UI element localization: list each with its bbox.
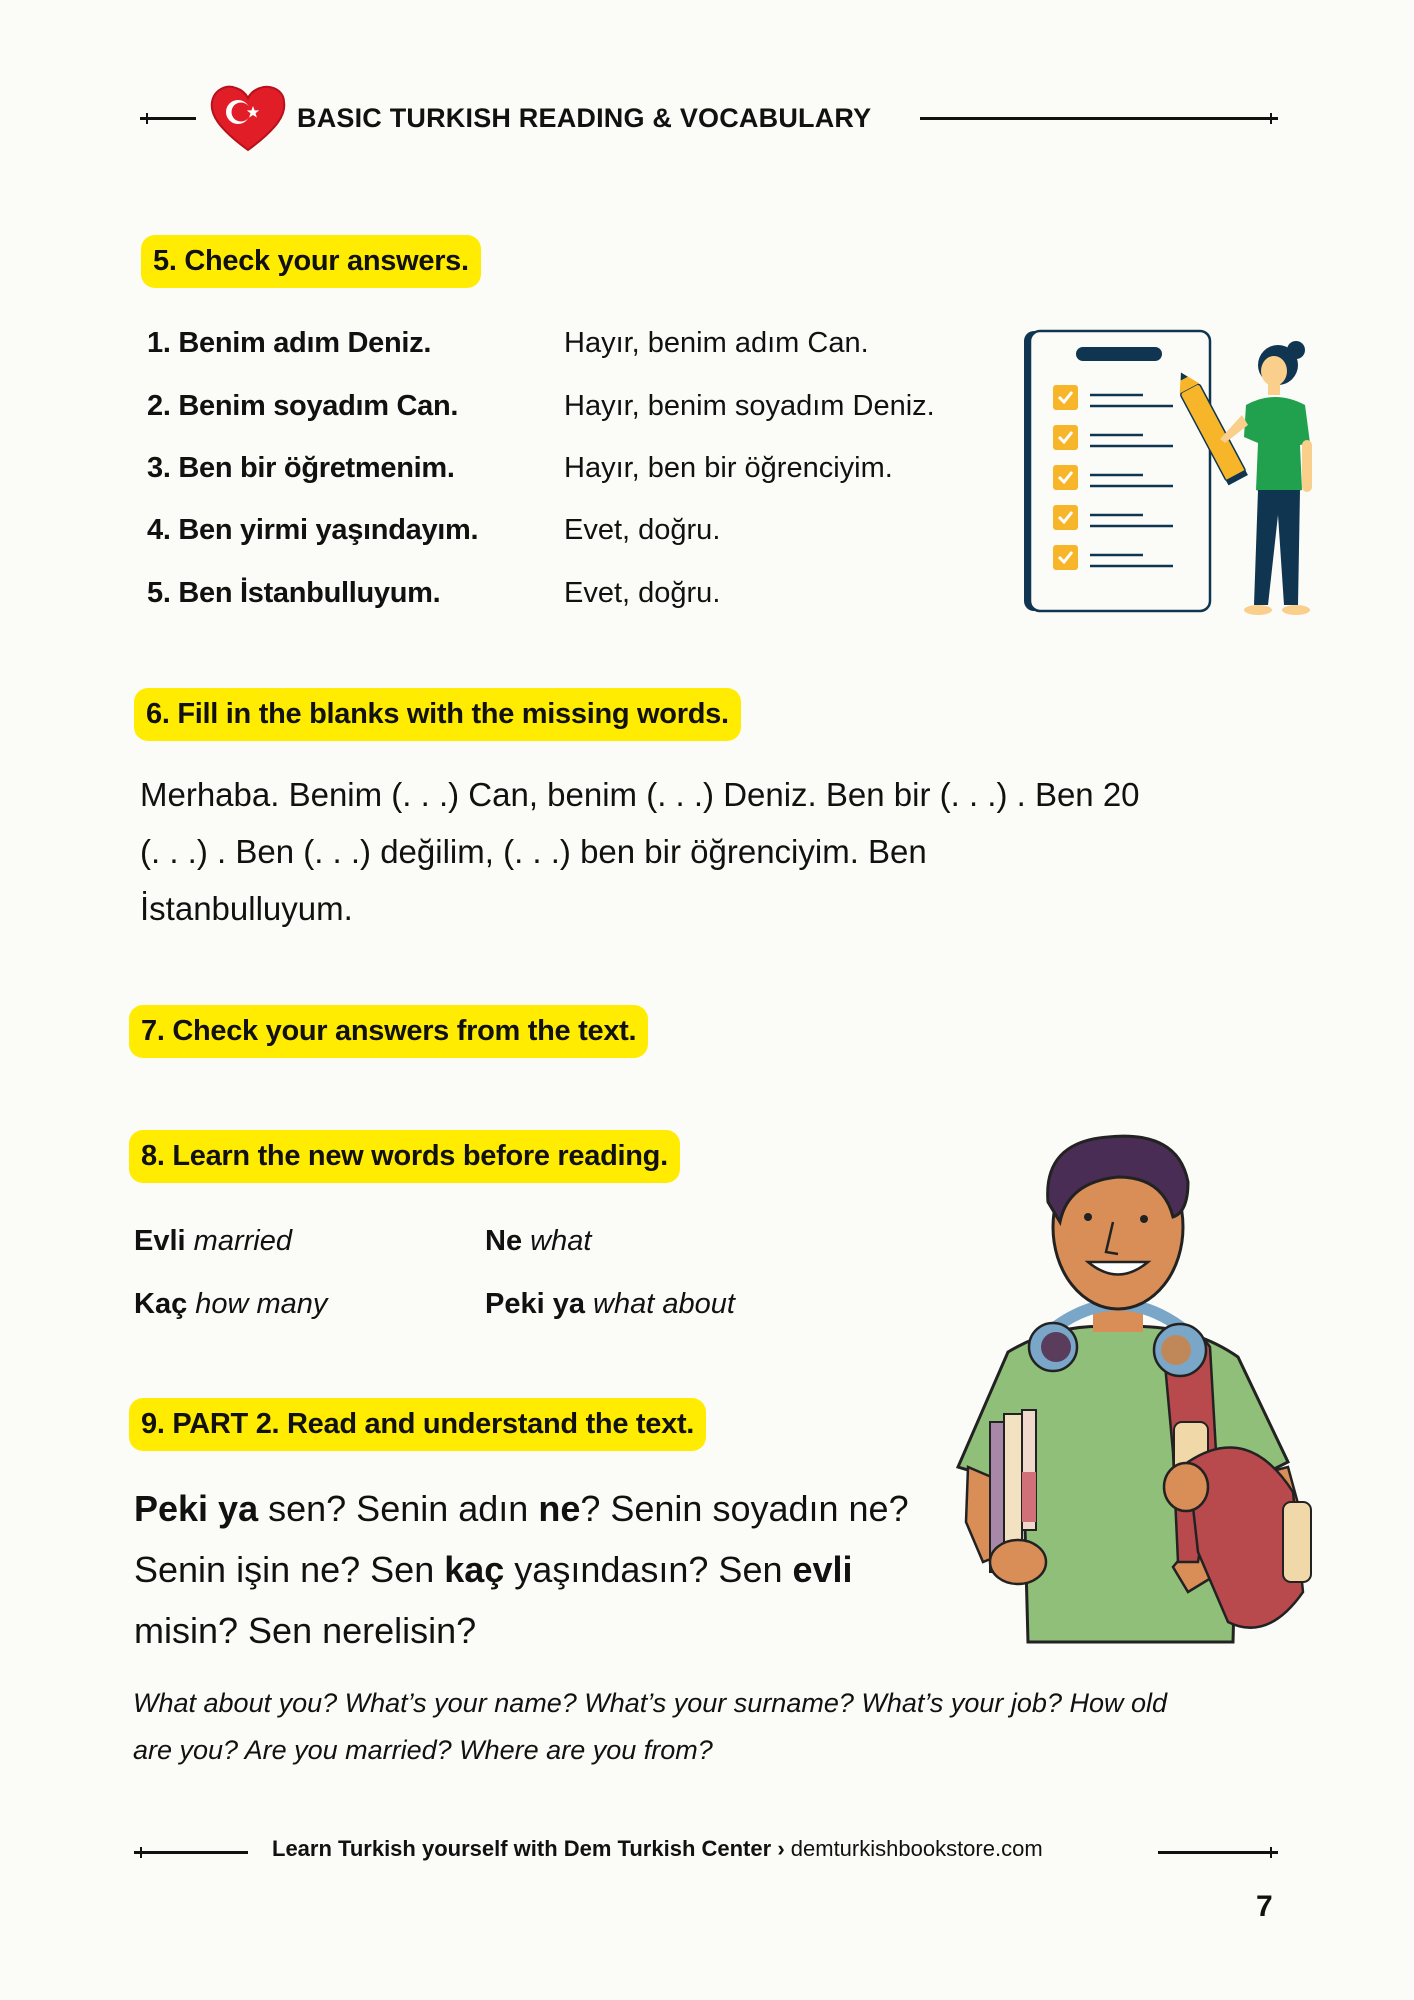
answer-row: [147, 514, 720, 547]
reading-text: [134, 1478, 954, 1661]
answer: Hayır, ben bir öğrenciyim.: [564, 452, 893, 484]
bold-word: ne: [538, 1488, 581, 1529]
statement: 3. Ben bir öğretmenim.: [147, 452, 455, 484]
header-rule-left: [140, 117, 196, 120]
statement: 4. Ben yirmi yaşındayım.: [147, 514, 479, 546]
footer-url-link[interactable]: demturkishbookstore.com: [790, 1836, 1043, 1861]
vocab-meaning: how many: [195, 1288, 328, 1320]
header-rule-right: [920, 117, 1278, 120]
text-run: misin? Sen nerelisin?: [134, 1610, 477, 1651]
paragraph-line: Merhaba. Benim (. . .) Can, benim (. . .) Deniz. Ben bir (. . .) . Ben 20: [140, 776, 1140, 813]
bold-word: Peki ya: [134, 1488, 259, 1529]
student-with-backpack-icon: [948, 1122, 1318, 1657]
answer-row: [147, 327, 869, 360]
bold-word: evli: [792, 1549, 853, 1590]
vocab-item: [134, 1225, 292, 1258]
checklist-person-icon: [1020, 325, 1320, 620]
fill-blanks-paragraph: [140, 766, 1140, 937]
section-6-heading: 6. Fill in the blanks with the missing words.: [134, 688, 741, 741]
vocab-word: Ne: [485, 1225, 523, 1257]
paragraph-line: İstanbulluyum.: [140, 890, 353, 927]
vocab-word: Evli: [134, 1225, 186, 1257]
answer: Evet, doğru.: [564, 514, 721, 546]
section-8-heading: 8. Learn the new words before reading.: [129, 1130, 680, 1183]
translation-text: What about you? What’s your name? What’s your surname? What’s your job? How old are you? Are you married? Where are you from?: [133, 1688, 1168, 1765]
answer: Hayır, benim adım Can.: [564, 327, 869, 359]
footer-text: [272, 1836, 1043, 1862]
vocab-item: [485, 1225, 591, 1258]
answer: Hayır, benim soyadım Deniz.: [564, 390, 935, 422]
section-9-heading: 9. PART 2. Read and understand the text.: [129, 1398, 706, 1451]
statement: 2. Benim soyadım Can.: [147, 390, 459, 422]
vocab-item: [134, 1288, 327, 1321]
footer-rule-right: [1158, 1851, 1278, 1854]
answer-row: [147, 390, 935, 423]
vocab-meaning: what about: [593, 1288, 735, 1320]
text-run: ? Senin soyadın ne? Senin işin ne? Sen: [134, 1488, 909, 1590]
footer-tagline: Learn Turkish yourself with Dem Turkish Center: [272, 1836, 772, 1861]
vocab-word: Kaç: [134, 1288, 188, 1320]
answer-row: [147, 452, 893, 485]
answer: Evet, doğru.: [564, 577, 721, 609]
section-7-heading: 7. Check your answers from the text.: [129, 1005, 648, 1058]
text-run: sen? Senin adın: [258, 1488, 539, 1529]
text-run: yaşındasın? Sen: [504, 1549, 793, 1590]
paragraph-line: (. . .) . Ben (. . .) değilim, (. . .) ben bir öğrenciyim. Ben: [140, 833, 927, 870]
answer-row: [147, 577, 720, 610]
bold-word: kaç: [444, 1549, 505, 1590]
footer-rule-left: [134, 1851, 248, 1854]
turkish-flag-heart-icon: [208, 84, 288, 154]
vocab-word: Peki ya: [485, 1288, 585, 1320]
vocab-meaning: what: [530, 1225, 592, 1257]
vocab-meaning: married: [193, 1225, 292, 1257]
page-number: 7: [1256, 1890, 1273, 1923]
statement: 5. Ben İstanbulluyum.: [147, 577, 441, 609]
section-5-heading: 5. Check your answers.: [141, 235, 481, 288]
statement: 1. Benim adım Deniz.: [147, 327, 432, 359]
page-header-title: BASIC TURKISH READING & VOCABULARY: [297, 103, 872, 133]
chevron-right-icon: ›: [777, 1836, 785, 1861]
vocab-item: [485, 1288, 735, 1321]
